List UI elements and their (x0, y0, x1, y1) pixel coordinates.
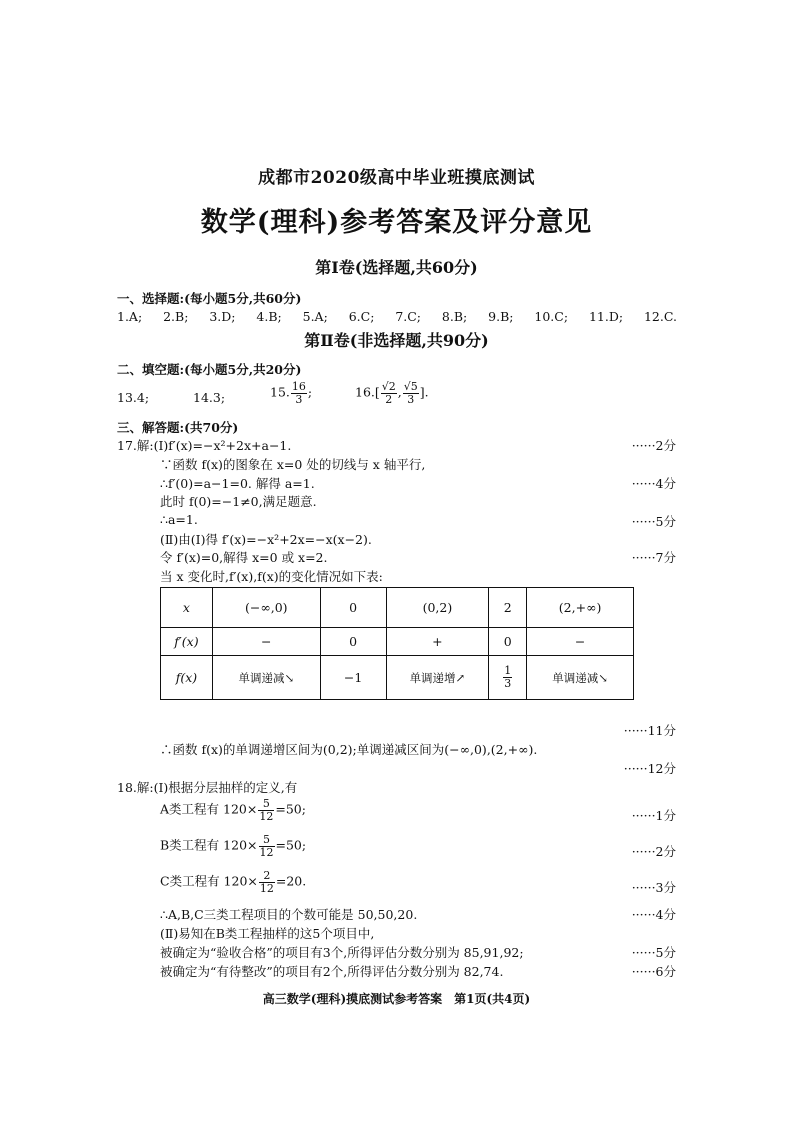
table-cell: x (161, 588, 213, 628)
answer-item: 4.B; (256, 309, 282, 324)
table-cell: 0 (320, 628, 386, 656)
exam-title: 成都市2020级高中毕业班摸底测试 (258, 168, 535, 188)
table-cell (489, 656, 527, 700)
variation-table (160, 587, 634, 700)
q18-intro: 18.解:(Ⅰ)根据分层抽样的定义,有 (117, 780, 298, 795)
fill-answer-13: 13.4; (117, 390, 150, 405)
q17-line-2: ∵函数 f(x)的图象在 x=0 处的切线与 x 轴平行, (160, 457, 426, 472)
table-cell: (0,2) (386, 588, 489, 628)
score-mark: ······3分 (631, 880, 676, 895)
table-row (161, 656, 634, 700)
answer-item: 11.D; (588, 309, 624, 324)
q18-line-c: C类工程有 120× $\frac{2}{12}$ =20. (160, 869, 307, 895)
table-cell: − (212, 628, 320, 656)
table-row (161, 588, 634, 628)
choice-heading: 一、选择题:(每小题5分,共60分) (117, 291, 302, 306)
fraction: $\frac{√2}{2}$ (381, 380, 396, 406)
table-row (161, 628, 634, 656)
table-cell: 单调递减↘ (212, 656, 320, 700)
score-mark: ······4分 (631, 907, 676, 922)
answer-item: 6.C; (348, 309, 375, 324)
score-mark: ······12分 (623, 761, 676, 776)
answer-item: 8.B; (441, 309, 468, 324)
solve-heading: 三、解答题:(共70分) (117, 420, 239, 435)
document-title: 数学(理科)参考答案及评分意见 (200, 207, 593, 238)
q18-line-6: 被确定为“验收合格”的项目有3个,所得评估分数分别为 85,91,92; (160, 945, 524, 960)
q17-line-8: 当 x 变化时,f′(x),f(x)的变化情况如下表: (160, 569, 383, 584)
page-footer: 高三数学(理科)摸底测试参考答案 第1页(共4页) (262, 992, 531, 1006)
q18-line-b: B类工程有 120× $\frac{5}{12}$ =50; (160, 833, 307, 859)
q17-line-7: 令 f′(x)=0,解得 x=0 或 x=2. (160, 550, 328, 565)
q17-line-5: ∴a=1. (160, 512, 198, 527)
table-cell: 0 (489, 628, 527, 656)
score-mark: ······5分 (631, 945, 676, 960)
score-mark: ······4分 (631, 476, 676, 491)
score-mark: ······2分 (631, 438, 676, 453)
part1-title: 第Ⅰ卷(选择题,共60分) (315, 258, 478, 277)
table-cell: f′(x) (161, 628, 213, 656)
q18-line-5: (Ⅱ)易知在B类工程抽样的这5个项目中, (160, 926, 375, 941)
q18-line-4: ∴A,B,C三类工程项目的个数可能是 50,50,20. (160, 907, 418, 922)
table-cell: − (527, 628, 634, 656)
table-cell: 2 (489, 588, 527, 628)
fraction: $\frac{5}{12}$ (259, 797, 274, 823)
q17-conclusion: ∴函数 f(x)的单调递增区间为(0,2);单调递减区间为(−∞,0),(2,+∞). (160, 742, 538, 757)
answer-item: 5.A; (302, 309, 328, 324)
score-mark: ······1分 (631, 808, 676, 823)
part2-title: 第Ⅱ卷(非选择题,共90分) (304, 331, 489, 350)
answer-item: 12.C. (643, 309, 677, 324)
table-cell: −1 (320, 656, 386, 700)
fill-heading: 二、填空题:(每小题5分,共20分) (117, 362, 302, 377)
answer-item: 7.C; (395, 309, 422, 324)
answer-item: 3.D; (209, 309, 236, 324)
table-cell: 0 (320, 588, 386, 628)
score-mark: ······6分 (631, 964, 676, 979)
answer-item: 1.A; (117, 309, 143, 324)
fraction: $\frac{16}{3}$ (291, 380, 306, 406)
score-mark: ······2分 (631, 844, 676, 859)
table-cell: 单调递增↗ (386, 656, 489, 700)
q17-line-1: 17.解:(Ⅰ)f′(x)=−x²+2x+a−1. (117, 438, 292, 453)
q18-line-a: A类工程有 120× $\frac{5}{12}$ =50; (160, 797, 306, 823)
answer-item: 10.C; (534, 309, 569, 324)
choice-answers (117, 309, 677, 324)
fraction: $\frac{5}{12}$ (259, 833, 274, 859)
answer-item: 2.B; (163, 309, 189, 324)
fraction: $\frac{1}{3}$ (504, 664, 512, 690)
table-cell: + (386, 628, 489, 656)
fill-answer-16: 16.[ $\frac{√2}{2}$ , $\frac{√5}{3}$ ]. (355, 380, 429, 406)
q17-line-3: ∴f′(0)=a−1=0. 解得 a=1. (160, 476, 315, 491)
q17-line-4: 此时 f(0)=−1≠0,满足题意. (160, 494, 317, 509)
score-mark: ······11分 (623, 723, 676, 738)
q18-line-7: 被确定为“有待整改”的项目有2个,所得评估分数分别为 82,74. (160, 964, 504, 979)
score-mark: ······7分 (631, 550, 676, 565)
fill-answer-15: 15. $\frac{16}{3}$ ; (270, 380, 313, 406)
score-mark: ······5分 (631, 514, 676, 529)
table-cell: 单调递减↘ (527, 656, 634, 700)
q17-line-6: (Ⅱ)由(Ⅰ)得 f′(x)=−x²+2x=−x(x−2). (160, 532, 372, 547)
table-cell: (−∞,0) (212, 588, 320, 628)
fraction: $\frac{√5}{3}$ (403, 380, 418, 406)
table-cell: f(x) (161, 656, 213, 700)
table-cell: (2,+∞) (527, 588, 634, 628)
answer-item: 9.B; (488, 309, 514, 324)
fraction: $\frac{2}{12}$ (259, 869, 274, 895)
fill-answer-14: 14.3; (193, 390, 226, 405)
